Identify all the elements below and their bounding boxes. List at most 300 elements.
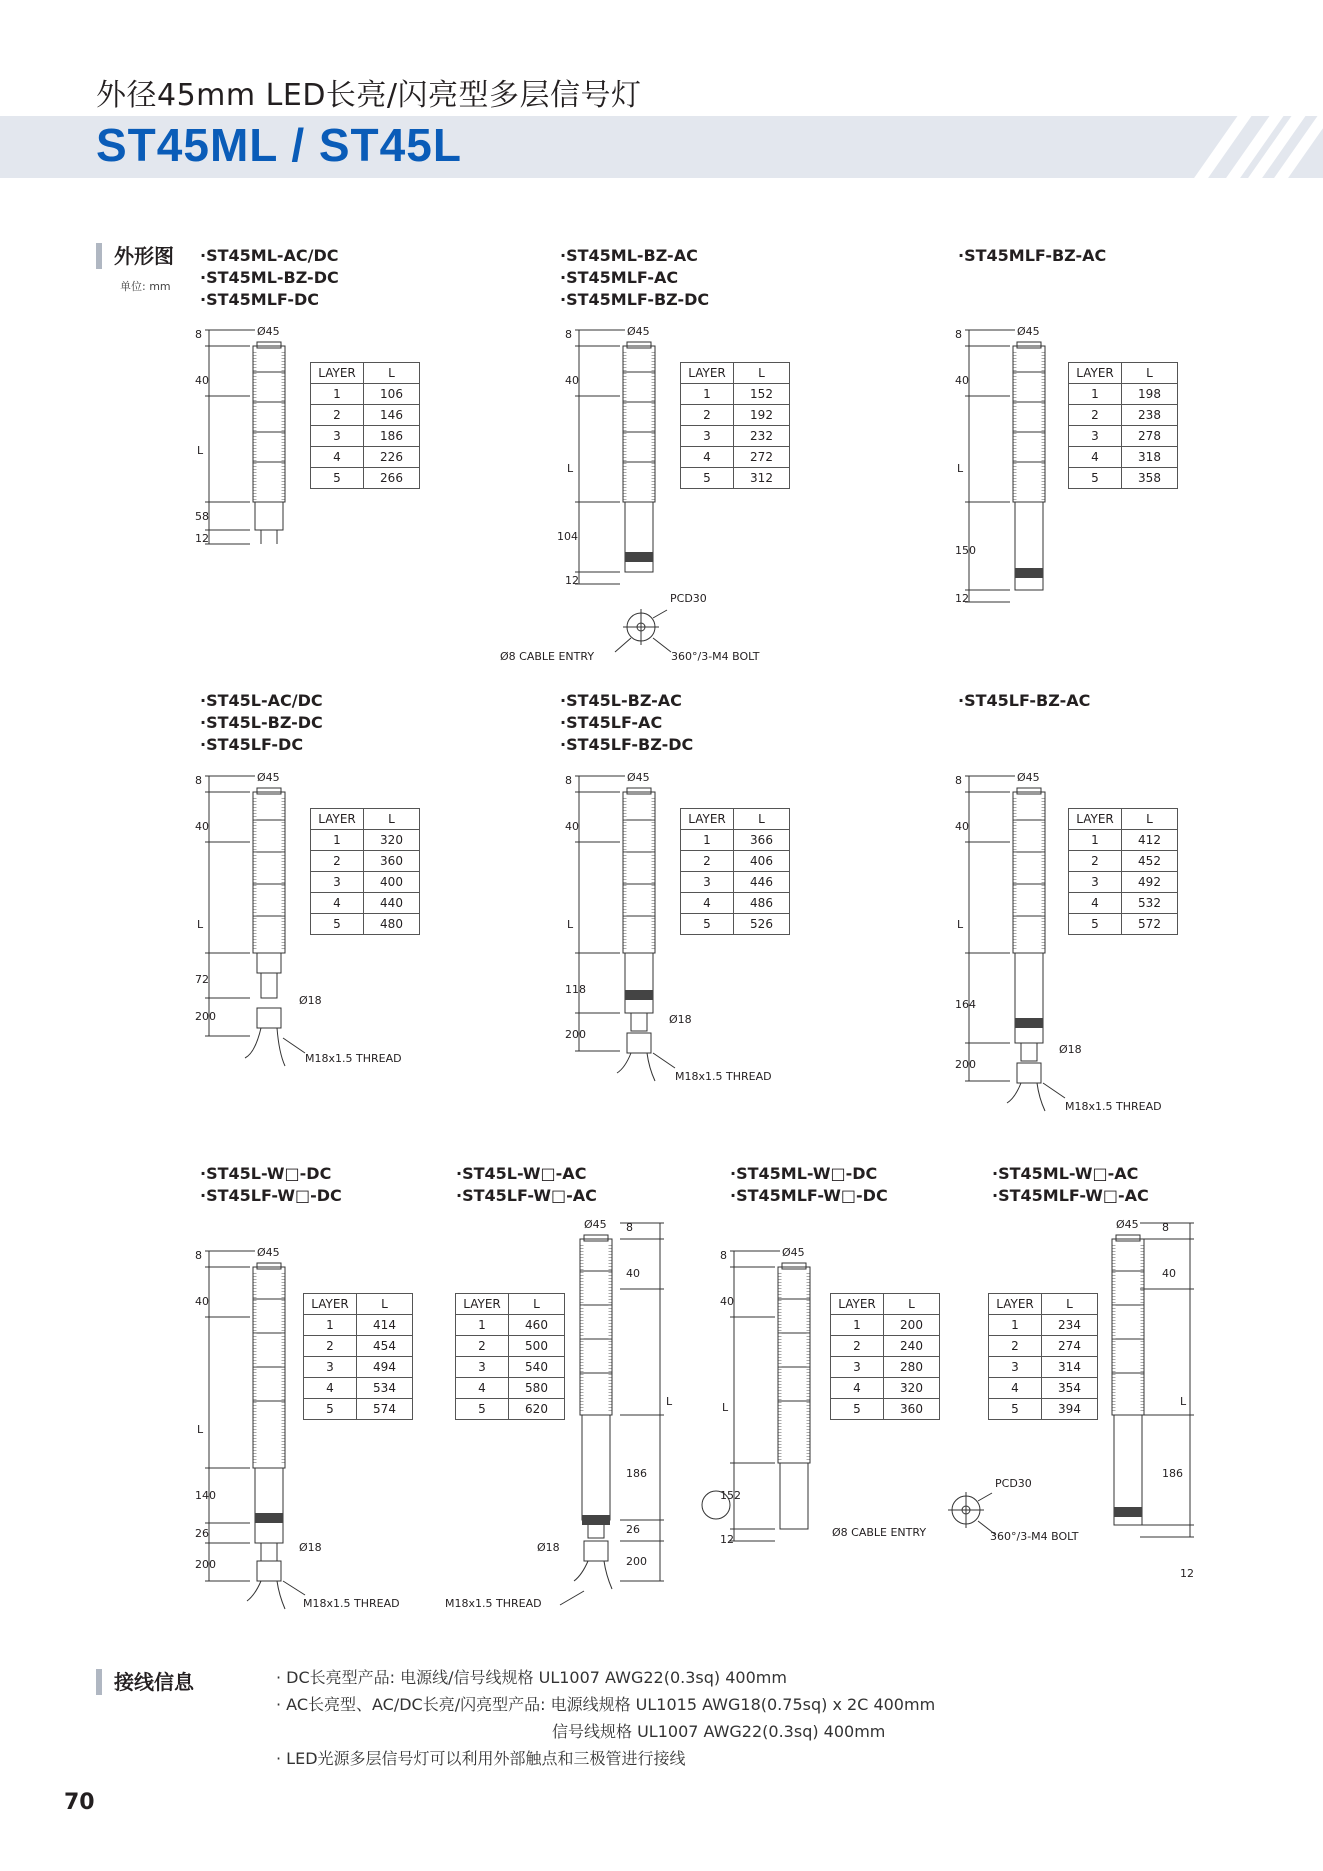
table-row	[681, 384, 790, 405]
dim-text: 118	[565, 983, 586, 996]
table-cell: 1	[311, 384, 364, 405]
dim-text: 40	[720, 1295, 734, 1308]
dim-text: M18x1.5 THREAD	[1065, 1100, 1162, 1113]
table-cell: 3	[681, 872, 734, 893]
table-row	[681, 851, 790, 872]
table-cell: 2	[831, 1336, 884, 1357]
dimension-table-5	[680, 808, 790, 935]
table-cell: 2	[304, 1336, 357, 1357]
table-row	[681, 468, 790, 489]
dim-text: L	[1180, 1395, 1187, 1408]
dim-text: 26	[626, 1523, 640, 1536]
table-cell: 2	[1069, 405, 1122, 426]
dim-text: 40	[565, 374, 579, 387]
dim-text: 200	[195, 1010, 216, 1023]
dimension-table-2	[680, 362, 790, 489]
wiring-line: · LED光源多层信号灯可以利用外部触点和三极管进行接线	[276, 1749, 686, 1768]
dim-text: Ø18	[669, 1013, 692, 1026]
dim-text: 58	[195, 510, 209, 523]
table-cell: LAYER	[681, 809, 734, 830]
variant-label: ·ST45L-AC/DC	[200, 691, 323, 710]
dim-text: L	[197, 1423, 204, 1436]
table-cell: 240	[884, 1336, 940, 1357]
table-cell: 400	[364, 872, 420, 893]
variant-label: ·ST45L-W□-DC	[200, 1164, 332, 1183]
table-row	[681, 893, 790, 914]
dim-text: L	[722, 1401, 729, 1414]
variant-label: ·ST45L-BZ-AC	[560, 691, 682, 710]
table-row	[1069, 851, 1178, 872]
dim-text: Ø45	[1017, 325, 1040, 338]
table-cell: 280	[884, 1357, 940, 1378]
table-cell: 5	[304, 1399, 357, 1420]
table-cell: LAYER	[681, 363, 734, 384]
table-row	[831, 1399, 940, 1420]
dim-text: Ø45	[627, 325, 650, 338]
variant-label: ·ST45MLF-BZ-AC	[958, 246, 1107, 265]
dim-text: L	[957, 918, 964, 931]
dim-text: 8	[195, 1249, 202, 1262]
table-cell: 3	[304, 1357, 357, 1378]
wiring-line: · AC长亮型、AC/DC长亮/闪亮型产品: 电源线规格 UL1015 AWG18(0.75sq) x 2C 400mm	[276, 1695, 936, 1714]
dim-text: Ø18	[1059, 1043, 1082, 1056]
table-cell: LAYER	[989, 1294, 1042, 1315]
table-cell: LAYER	[304, 1294, 357, 1315]
bolt-label: 360°/3-M4 BOLT	[671, 650, 760, 663]
table-cell: 532	[1122, 893, 1178, 914]
dim-text: M18x1.5 THREAD	[303, 1597, 400, 1610]
table-row	[311, 405, 420, 426]
dim-text: 40	[195, 1295, 209, 1308]
table-cell: 4	[311, 447, 364, 468]
dim-text: PCD30	[995, 1477, 1032, 1490]
table-row	[681, 872, 790, 893]
table-cell: 266	[364, 468, 420, 489]
wiring-line: · DC长亮型产品: 电源线/信号线规格 UL1007 AWG22(0.3sq) 400mm	[276, 1668, 787, 1687]
table-row	[1069, 384, 1178, 405]
dimension-table-6	[1068, 808, 1178, 935]
tower-drawing-8	[440, 1215, 680, 1625]
table-cell: 2	[681, 851, 734, 872]
table-cell: 580	[509, 1378, 565, 1399]
dim-text: M18x1.5 THREAD	[445, 1597, 542, 1610]
table-cell: 274	[1042, 1336, 1098, 1357]
dim-text: 8	[565, 774, 572, 787]
table-row	[311, 893, 420, 914]
table-cell: 486	[734, 893, 790, 914]
dim-text: L	[197, 918, 204, 931]
wiring-heading: 接线信息	[96, 1669, 194, 1695]
table-cell: 4	[1069, 447, 1122, 468]
wiring-notes	[276, 1664, 935, 1772]
dim-text: Ø8 CABLE ENTRY	[832, 1526, 927, 1539]
variant-list-2	[560, 245, 709, 311]
table-cell: 526	[734, 914, 790, 935]
dim-text: 72	[195, 973, 209, 986]
dim-text: 360°/3-M4 BOLT	[990, 1530, 1079, 1543]
dim-text: 186	[626, 1467, 647, 1480]
page-number: 70	[64, 1790, 95, 1815]
table-row	[1069, 363, 1178, 384]
table-row	[311, 914, 420, 935]
dimension-table-7	[303, 1293, 413, 1420]
table-cell: 414	[357, 1315, 413, 1336]
table-cell: 314	[1042, 1357, 1098, 1378]
dimension-table-4	[310, 808, 420, 935]
dim-text: 8	[195, 328, 202, 341]
dim-text: 8	[195, 774, 202, 787]
dim-text: M18x1.5 THREAD	[675, 1070, 772, 1083]
table-row	[681, 914, 790, 935]
dim-text: Ø45	[257, 771, 280, 784]
table-cell: 5	[681, 468, 734, 489]
table-row	[1069, 426, 1178, 447]
table-cell: 146	[364, 405, 420, 426]
dim-text: 40	[955, 374, 969, 387]
table-row	[311, 872, 420, 893]
table-cell: 198	[1122, 384, 1178, 405]
variant-list-1	[200, 245, 339, 311]
dim-text: Ø45	[782, 1246, 805, 1259]
dim-text: 40	[565, 820, 579, 833]
table-cell: 440	[364, 893, 420, 914]
table-cell: 4	[681, 447, 734, 468]
table-cell: 3	[311, 426, 364, 447]
table-cell: 5	[681, 914, 734, 935]
table-cell: 1	[831, 1315, 884, 1336]
table-cell: 2	[1069, 851, 1122, 872]
table-cell: 358	[1122, 468, 1178, 489]
table-cell: 4	[311, 893, 364, 914]
table-cell: 4	[681, 893, 734, 914]
table-cell: 320	[364, 830, 420, 851]
table-cell: L	[734, 809, 790, 830]
variant-label: ·ST45LF-DC	[200, 735, 304, 754]
dim-text: Ø18	[537, 1541, 560, 1554]
dim-text: 150	[955, 544, 976, 557]
table-row	[681, 830, 790, 851]
dim-text: 12	[195, 532, 209, 545]
table-cell: 480	[364, 914, 420, 935]
table-cell: L	[509, 1294, 565, 1315]
variant-list-8	[456, 1163, 597, 1207]
table-cell: 5	[989, 1399, 1042, 1420]
table-cell: 232	[734, 426, 790, 447]
dim-text: L	[957, 462, 964, 475]
table-cell: 1	[304, 1315, 357, 1336]
dim-text: 164	[955, 998, 976, 1011]
dim-text: L	[197, 444, 204, 457]
table-cell: 460	[509, 1315, 565, 1336]
table-cell: 2	[311, 851, 364, 872]
dim-text: 40	[1162, 1267, 1176, 1280]
dim-dia18: Ø18	[299, 994, 322, 1007]
table-row	[304, 1378, 413, 1399]
variant-list-3	[958, 245, 1106, 267]
table-row	[311, 809, 420, 830]
dim-text: L	[567, 462, 574, 475]
table-cell: 1	[1069, 830, 1122, 851]
dim-text: 152	[720, 1489, 741, 1502]
variant-list-6	[958, 690, 1090, 712]
table-row	[311, 447, 420, 468]
banner-stripes	[1183, 116, 1323, 178]
tower-drawing-1	[195, 322, 315, 557]
pcd-label: PCD30	[670, 592, 707, 605]
table-cell: 5	[1069, 914, 1122, 935]
table-cell: LAYER	[1069, 809, 1122, 830]
dim-text: Ø45	[257, 1246, 280, 1259]
table-cell: 3	[1069, 426, 1122, 447]
variant-label: ·ST45LF-BZ-AC	[958, 691, 1091, 710]
dim-text: 8	[720, 1249, 727, 1262]
dim-text: 8	[955, 328, 962, 341]
variant-label: ·ST45LF-W□-AC	[456, 1186, 597, 1205]
table-cell: 1	[456, 1315, 509, 1336]
table-row	[311, 426, 420, 447]
table-cell: L	[364, 363, 420, 384]
table-cell: 4	[456, 1378, 509, 1399]
variant-label: ·ST45LF-W□-DC	[200, 1186, 342, 1205]
dim-dia45: Ø45	[257, 325, 280, 338]
table-cell: 238	[1122, 405, 1178, 426]
dim-text: 12	[1180, 1567, 1194, 1580]
variant-label: ·ST45ML-W□-AC	[992, 1164, 1139, 1183]
variant-label: ·ST45MLF-DC	[200, 290, 319, 309]
variant-label: ·ST45MLF-BZ-DC	[560, 290, 710, 309]
dim-text: 40	[955, 820, 969, 833]
tower-drawing-3	[955, 322, 1075, 612]
table-cell: 494	[357, 1357, 413, 1378]
table-row	[311, 468, 420, 489]
table-cell: LAYER	[1069, 363, 1122, 384]
table-cell: 394	[1042, 1399, 1098, 1420]
variant-list-5	[560, 690, 693, 756]
table-row	[681, 426, 790, 447]
table-row	[311, 384, 420, 405]
table-cell: 2	[311, 405, 364, 426]
table-cell: 234	[1042, 1315, 1098, 1336]
dim-text: Ø45	[584, 1218, 607, 1231]
table-cell: 5	[1069, 468, 1122, 489]
dim-text: 40	[626, 1267, 640, 1280]
table-row	[304, 1399, 413, 1420]
table-cell: 1	[311, 830, 364, 851]
table-cell: L	[1042, 1294, 1098, 1315]
thread-label: M18x1.5 THREAD	[305, 1052, 402, 1065]
dim-text: 140	[195, 1489, 216, 1502]
wiring-line: 信号线规格 UL1007 AWG22(0.3sq) 400mm	[552, 1722, 886, 1741]
table-cell: 4	[831, 1378, 884, 1399]
table-cell: 3	[989, 1357, 1042, 1378]
table-cell: 2	[681, 405, 734, 426]
table-cell: 406	[734, 851, 790, 872]
table-row	[831, 1336, 940, 1357]
variant-label: ·ST45ML-AC/DC	[200, 246, 339, 265]
table-cell: 106	[364, 384, 420, 405]
table-row	[681, 809, 790, 830]
dim-text: 200	[195, 1558, 216, 1571]
table-cell: L	[364, 809, 420, 830]
variant-label: ·ST45L-W□-AC	[456, 1164, 587, 1183]
table-cell: LAYER	[456, 1294, 509, 1315]
dim-text: 104	[557, 530, 578, 543]
table-cell: 312	[734, 468, 790, 489]
table-row	[304, 1315, 413, 1336]
table-cell: 3	[311, 872, 364, 893]
dim-text: 8	[565, 328, 572, 341]
variant-label: ·ST45MLF-W□-AC	[992, 1186, 1149, 1205]
page-subtitle: 外径45mm LED长亮/闪亮型多层信号灯	[96, 78, 642, 113]
dim-text: 40	[195, 374, 209, 387]
variant-label: ·ST45MLF-W□-DC	[730, 1186, 888, 1205]
variant-label: ·ST45LF-BZ-DC	[560, 735, 694, 754]
variant-label: ·ST45LF-AC	[560, 713, 663, 732]
table-row	[311, 851, 420, 872]
table-cell: 3	[831, 1357, 884, 1378]
table-cell: 4	[304, 1378, 357, 1399]
dim-text: Ø45	[1116, 1218, 1139, 1231]
table-cell: 4	[1069, 893, 1122, 914]
table-cell: 360	[364, 851, 420, 872]
table-row	[681, 447, 790, 468]
table-row	[1069, 830, 1178, 851]
table-cell: 3	[1069, 872, 1122, 893]
table-cell: 1	[1069, 384, 1122, 405]
dim-text: 26	[195, 1527, 209, 1540]
table-cell: 534	[357, 1378, 413, 1399]
variant-label: ·ST45MLF-AC	[560, 268, 679, 287]
table-cell: L	[1122, 809, 1178, 830]
table-cell: L	[1122, 363, 1178, 384]
table-row	[304, 1294, 413, 1315]
table-cell: 360	[884, 1399, 940, 1420]
table-cell: 412	[1122, 830, 1178, 851]
table-cell: 366	[734, 830, 790, 851]
table-cell: 572	[1122, 914, 1178, 935]
tower-drawing-10	[940, 1215, 1210, 1585]
table-row	[681, 363, 790, 384]
table-cell: 318	[1122, 447, 1178, 468]
table-cell: 1	[681, 830, 734, 851]
model-title: ST45ML / ST45L	[96, 119, 462, 171]
table-row	[1069, 468, 1178, 489]
dim-text: 12	[565, 574, 579, 587]
dim-text: L	[567, 918, 574, 931]
table-cell: 452	[1122, 851, 1178, 872]
dim-text: L	[666, 1395, 673, 1408]
table-row	[1069, 893, 1178, 914]
table-cell: 192	[734, 405, 790, 426]
table-row	[831, 1357, 940, 1378]
table-cell: 1	[989, 1315, 1042, 1336]
table-row	[311, 830, 420, 851]
variant-list-9	[730, 1163, 888, 1207]
table-cell: 354	[1042, 1378, 1098, 1399]
table-cell: 226	[364, 447, 420, 468]
outline-heading: 外形图	[96, 243, 174, 269]
table-row	[1069, 809, 1178, 830]
dim-text: 8	[1162, 1221, 1169, 1234]
variant-list-7	[200, 1163, 342, 1207]
table-cell: L	[734, 363, 790, 384]
table-cell: 5	[311, 914, 364, 935]
dim-text: 200	[626, 1555, 647, 1568]
table-cell: 2	[989, 1336, 1042, 1357]
table-cell: 186	[364, 426, 420, 447]
variant-list-4	[200, 690, 323, 756]
table-cell: 446	[734, 872, 790, 893]
variant-label: ·ST45L-BZ-DC	[200, 713, 323, 732]
table-row	[1069, 447, 1178, 468]
dim-text: 186	[1162, 1467, 1183, 1480]
table-cell: 574	[357, 1399, 413, 1420]
dim-text: 8	[626, 1221, 633, 1234]
dim-text: Ø18	[299, 1541, 322, 1554]
table-row	[311, 363, 420, 384]
dimension-table-9	[830, 1293, 940, 1420]
dimension-table-3	[1068, 362, 1178, 489]
cable-entry-label: Ø8 CABLE ENTRY	[500, 650, 595, 663]
table-cell: 1	[681, 384, 734, 405]
table-cell: 152	[734, 384, 790, 405]
table-cell: L	[357, 1294, 413, 1315]
table-cell: LAYER	[311, 363, 364, 384]
table-cell: 620	[509, 1399, 565, 1420]
table-cell: 3	[456, 1357, 509, 1378]
table-row	[831, 1378, 940, 1399]
table-row	[1069, 405, 1178, 426]
table-cell: LAYER	[831, 1294, 884, 1315]
table-row	[1069, 914, 1178, 935]
dim-text: 200	[955, 1058, 976, 1071]
dim-text: 8	[955, 774, 962, 787]
table-row	[304, 1336, 413, 1357]
table-cell: L	[884, 1294, 940, 1315]
table-cell: 2	[456, 1336, 509, 1357]
table-cell: 4	[989, 1378, 1042, 1399]
dim-text: Ø45	[627, 771, 650, 784]
table-cell: 5	[311, 468, 364, 489]
dim-text: 12	[955, 592, 969, 605]
table-row	[304, 1357, 413, 1378]
variant-label: ·ST45ML-BZ-AC	[560, 246, 698, 265]
variant-label: ·ST45ML-BZ-DC	[200, 268, 339, 287]
variant-list-10	[992, 1163, 1149, 1207]
dim-text: 12	[720, 1533, 734, 1546]
dim-text: 40	[195, 820, 209, 833]
table-row	[831, 1315, 940, 1336]
table-row	[1069, 872, 1178, 893]
variant-label: ·ST45ML-W□-DC	[730, 1164, 878, 1183]
table-cell: 278	[1122, 426, 1178, 447]
table-cell: LAYER	[311, 809, 364, 830]
table-cell: 200	[884, 1315, 940, 1336]
table-cell: 320	[884, 1378, 940, 1399]
table-row	[681, 405, 790, 426]
unit-label: 单位: mm	[120, 280, 171, 293]
table-row	[831, 1294, 940, 1315]
dim-text: Ø45	[1017, 771, 1040, 784]
dim-text: 200	[565, 1028, 586, 1041]
table-cell: 272	[734, 447, 790, 468]
table-cell: 454	[357, 1336, 413, 1357]
table-cell: 5	[831, 1399, 884, 1420]
dimension-table-1	[310, 362, 420, 489]
table-cell: 3	[681, 426, 734, 447]
table-cell: 5	[456, 1399, 509, 1420]
table-cell: 492	[1122, 872, 1178, 893]
